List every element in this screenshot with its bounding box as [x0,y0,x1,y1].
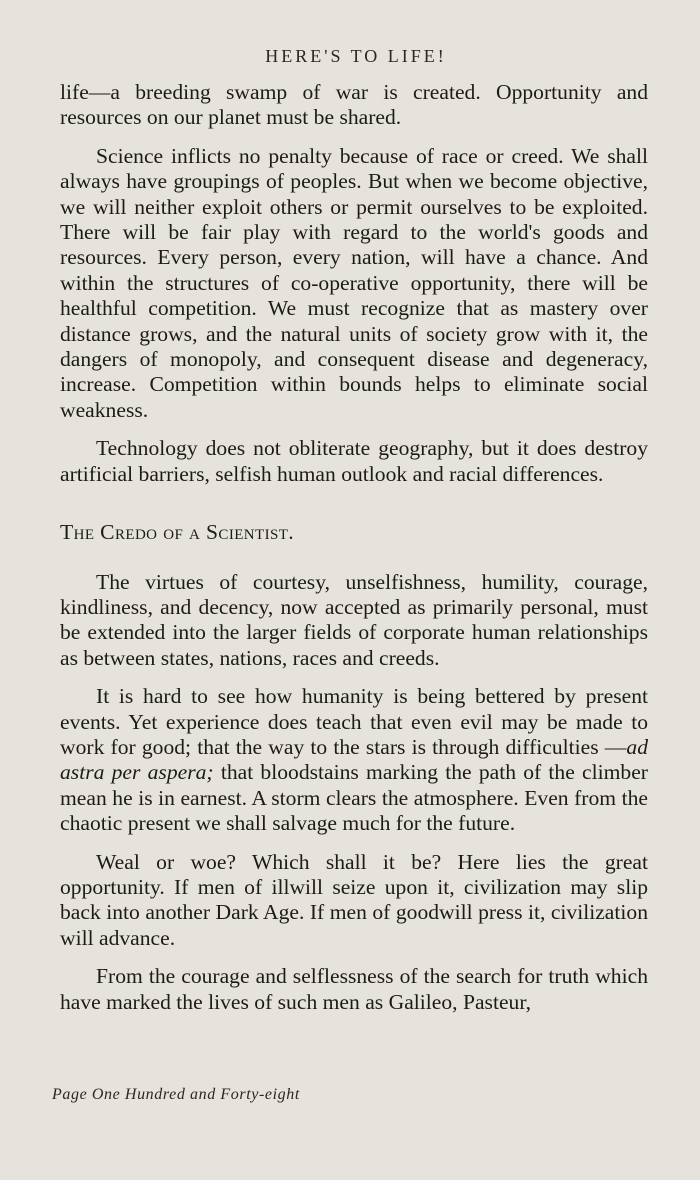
section-heading: The Credo of a Scientist. [60,520,295,545]
latin-phrase: ad astra per aspera; [60,734,648,785]
paragraph-with-latin-phrase [60,684,648,836]
page-number-footer: Page One Hundred and Forty-eight [52,1086,300,1103]
page-body [60,80,648,1015]
paragraph: The virtues of courtesy, unselfishness, humility, courage, kindliness, and decency, now accepted as primarily personal, must be extended into the larger fields of corporate human relationships as between states, nations, races and creeds. [60,569,648,670]
paragraph: Weal or woe? Which shall it be? Here lies the great opportunity. If men of illwill seize upon it, civilization may slip back into another Dark Age. If men of goodwill press it, civilization will advance. [60,849,648,950]
paragraph: From the courage and selflessness of the search for truth which have marked the lives of such men as Galileo, Pasteur, [60,964,648,1014]
paragraph: Science inflicts no penalty because of race or creed. We shall always have groupings of peoples. But when we become objective, we will neither exploit others or permit ourselves to be exploited. There will be fair play with regard to the world's goods and resources. Every person, every nation, will have a chance. And within the structures of co-operative opportunity, there will be healthful competition. We must recognize that as mastery over distance grows, and the natural units of society grow with it, the dangers of monopoly, and consequent disease and degeneracy, increase. Competition within bounds helps to eliminate social weakness. [60,143,648,422]
running-head: HERE'S TO LIFE! [265,46,447,66]
paragraph-text-after: that bloodstains marking the path of the climber mean he is in earnest. A storm clears the atmosphere. Even from the chaotic present we shall salvage much for the future. [60,760,648,836]
paragraph-text-before: It is hard to see how humanity is being bettered by present events. Yet experience does teach that even evil may be made to work for good; that the way to the stars is through difficulties — [60,684,648,759]
paragraph: Technology does not obliterate geography, but it does destroy artificial barriers, selfish human outlook and racial differences. [60,436,648,486]
paragraph-continued: life—a breeding swamp of war is created. Opportunity and resources on our planet must be shared. [60,80,648,130]
